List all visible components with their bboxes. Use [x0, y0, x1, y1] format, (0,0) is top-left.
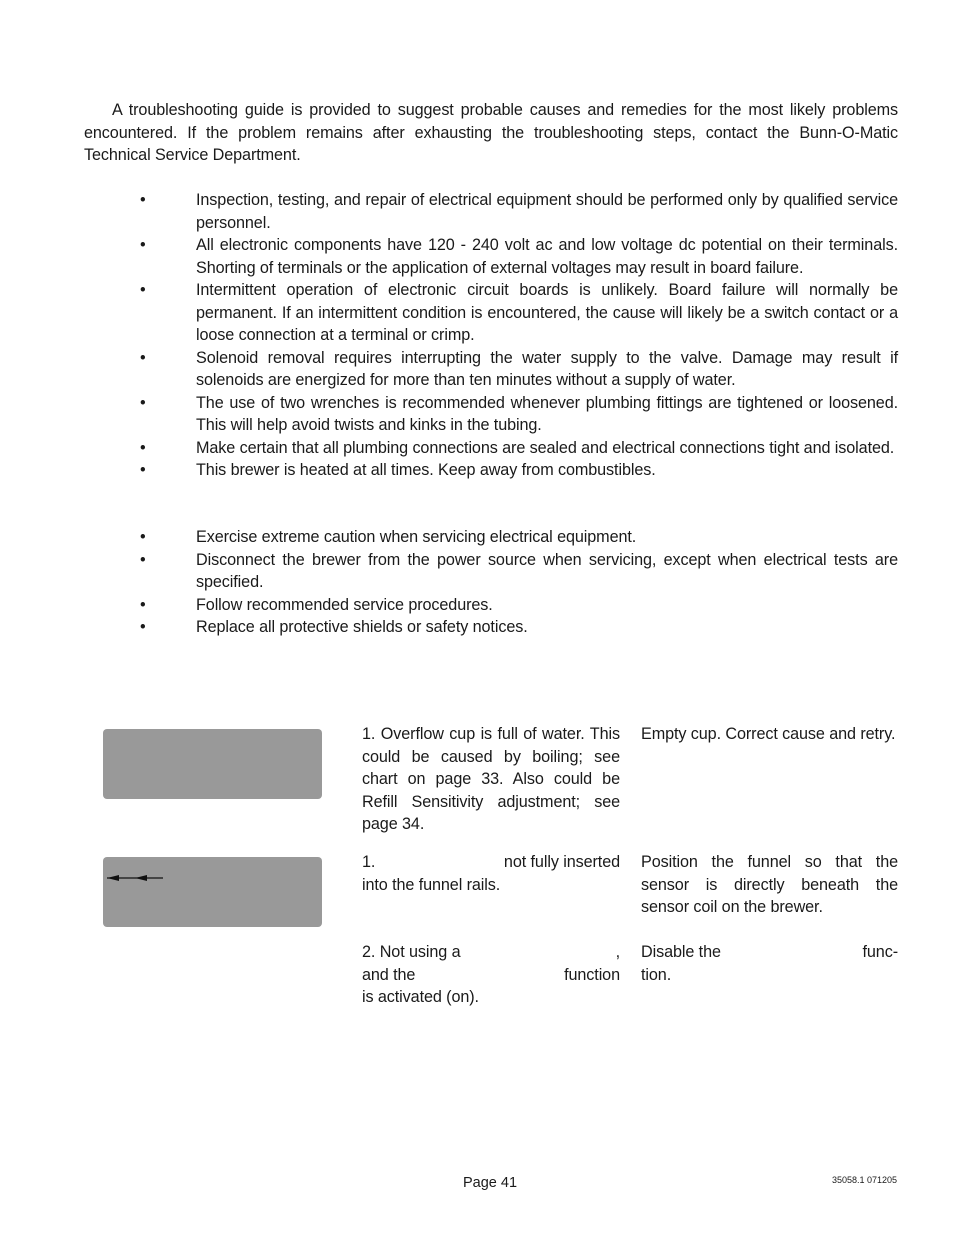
cause-cell: 1. not fully inserted into the funnel rails.: [362, 853, 620, 894]
document-code: 35058.1 071205: [832, 1175, 898, 1185]
list-item: • Replace all protective shields or safety notices.: [84, 616, 898, 639]
bullet-icon: •: [140, 595, 146, 614]
bullet-icon: •: [140, 528, 146, 546]
list-item: • The use of two wrenches is recommended whenever plumbing fittings are tightened or loosened. This will help avoid twists and kinks in the tubing.: [140, 393, 898, 434]
bullet-icon: •: [140, 550, 146, 569]
intro-paragraph: A troubleshooting guide is provided to suggest probable causes and remedies for the most likely problems encountered. If the problem remains after exhausting the troubleshooting steps, contact the Bunn-O-Matic Technical Service Department.: [84, 101, 898, 164]
bullet-icon: •: [140, 438, 146, 457]
list-item: • Make certain that all plumbing connections are sealed and electrical connections tight and isolated.: [84, 437, 898, 460]
arrow-left-icon: [105, 871, 165, 885]
remedy-cell: Disable the func- tion.: [641, 943, 898, 984]
service-notes-list: [84, 189, 898, 482]
display-arrow-panel: [103, 857, 322, 927]
list-item: • Follow recommended service procedures.: [84, 594, 898, 617]
bullet-icon: •: [140, 281, 146, 299]
bullet-icon: •: [140, 461, 146, 479]
list-item: • Disconnect the brewer from the power source when servicing, except when electrical tests are specified.: [140, 550, 898, 591]
list-item: • Solenoid removal requires interrupting the water supply to the valve. Damage may result if solenoids are energized for more than ten minutes without a supply of water.: [140, 348, 898, 389]
bullet-icon: •: [140, 191, 146, 209]
bullet-icon: •: [140, 618, 146, 636]
list-item: • This brewer is heated at all times. Keep away from combustibles.: [84, 459, 898, 482]
display-blank-icon: [103, 729, 322, 799]
list-item: • Inspection, testing, and repair of electrical equipment should be performed only by qualified service personnel.: [140, 191, 898, 232]
page-number: Page 41: [462, 1175, 518, 1191]
safety-list: [84, 526, 898, 639]
bullet-icon: •: [140, 393, 146, 412]
bullet-icon: •: [140, 348, 146, 367]
cause-cell: 2. Not using a , and the function is activated (on).: [362, 943, 620, 1006]
remedy-cell: Empty cup. Correct cause and retry.: [641, 725, 896, 743]
bullet-icon: •: [140, 236, 146, 254]
list-item: • All electronic components have 120 - 240 volt ac and low voltage dc potential on their terminals. Shorting of terminals or the application of external voltages may result in board failure.: [140, 236, 898, 277]
remedy-cell: Position the funnel so that the sensor is directly beneath the sensor coil on the brewer.: [641, 853, 898, 916]
list-item: • Intermittent operation of electronic circuit boards is unlikely. Board failure will normally be permanent. If an intermittent condition is encountered, the cause will likely be a switch contact or a loose connection at a terminal or crimp.: [140, 281, 898, 344]
cause-cell: 1. Overflow cup is full of water. This could be caused by boiling; see chart on page 33. Also could be Refill Sensitivity adjustment; see page 34.: [362, 725, 620, 833]
list-item: • Exercise extreme caution when servicing electrical equipment.: [84, 526, 898, 549]
